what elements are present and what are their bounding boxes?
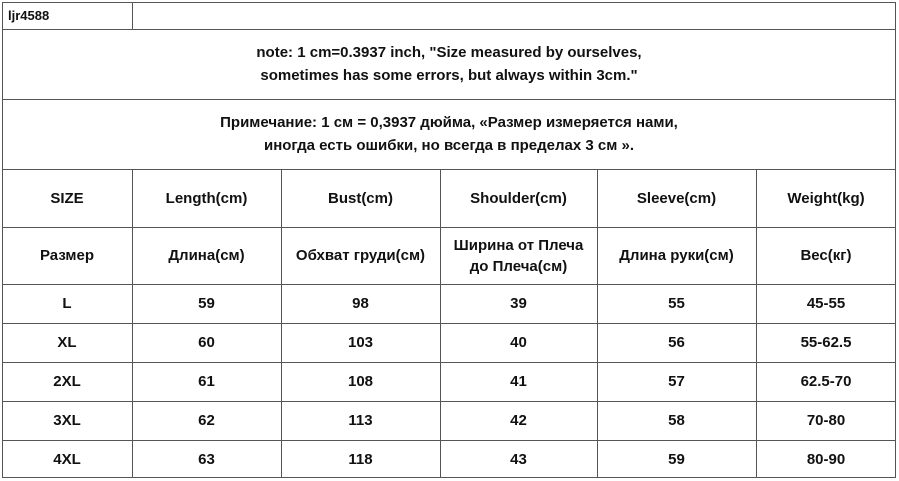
note-russian-line-1: Примечание: 1 см = 0,3937 дюйма, «Размер измеряется нами, xyxy=(220,114,678,131)
rule xyxy=(132,2,133,29)
table-cell: XL xyxy=(57,334,77,351)
header-weight-ru: Вес(кг) xyxy=(800,247,852,264)
table-cell: 98 xyxy=(352,295,369,312)
table-cell: 41 xyxy=(510,373,527,390)
note-russian-line-2: иногда есть ошибки, но всегда в пределах 3 см ». xyxy=(263,137,635,154)
header-shoulder: Shoulder(cm) xyxy=(470,189,567,207)
table-cell: 80-90 xyxy=(806,450,846,468)
table-cell: L xyxy=(62,295,72,312)
table-cell: 58 xyxy=(668,412,685,429)
table-cell: 42 xyxy=(510,412,527,429)
table-cell: 59 xyxy=(668,450,685,468)
table-cell: 2XL xyxy=(53,373,81,390)
table-cell: 62 xyxy=(198,412,215,429)
table-cell: 62.5-70 xyxy=(800,373,852,390)
table-cell: 61 xyxy=(198,373,215,390)
table-cell: 103 xyxy=(347,334,374,351)
table-cell: 43 xyxy=(510,450,527,468)
header-length: Length(cm) xyxy=(165,189,248,207)
table-cell: 45-55 xyxy=(806,295,846,312)
table-cell: 59 xyxy=(198,295,215,312)
table-cell: 39 xyxy=(510,295,527,312)
table-cell: 70-80 xyxy=(806,412,846,429)
header-length-ru: Длина(см) xyxy=(168,247,245,264)
table-cell: 56 xyxy=(668,334,685,351)
header-shoulder-ru: Ширина от Плеча до Плеча(см) xyxy=(453,236,584,275)
table-cell: 118 xyxy=(348,450,373,468)
table-cell: 3XL xyxy=(53,412,81,429)
note-english-line-1: note: 1 cm=0.3937 inch, "Size measured by ourselves, xyxy=(256,44,642,61)
table-cell: 63 xyxy=(198,450,215,468)
header-weight: Weight(kg) xyxy=(787,189,865,207)
table-cell: 113 xyxy=(348,412,373,429)
table-cell: 60 xyxy=(198,334,215,351)
table-cell: 55-62.5 xyxy=(800,334,852,351)
header-sleeve-ru: Длина руки(см) xyxy=(619,247,734,264)
table-cell: 4XL xyxy=(53,450,81,468)
table-cell: 55 xyxy=(668,295,685,312)
note-english xyxy=(2,29,896,99)
header-bust: Bust(cm) xyxy=(327,189,393,207)
table-cell: 108 xyxy=(347,373,374,390)
table-cell: 40 xyxy=(510,334,527,351)
note-russian xyxy=(2,99,896,169)
header-size-ru: Размер xyxy=(39,247,95,264)
header-sleeve: Sleeve(cm) xyxy=(636,189,717,207)
header-bust-ru: Обхват груди(см) xyxy=(295,247,426,264)
product-code: ljr4588 xyxy=(8,8,50,23)
header-size: SIZE xyxy=(50,189,84,207)
table-cell: 57 xyxy=(668,373,685,390)
note-english-line-2: sometimes has some errors, but always within 3cm." xyxy=(260,67,638,84)
